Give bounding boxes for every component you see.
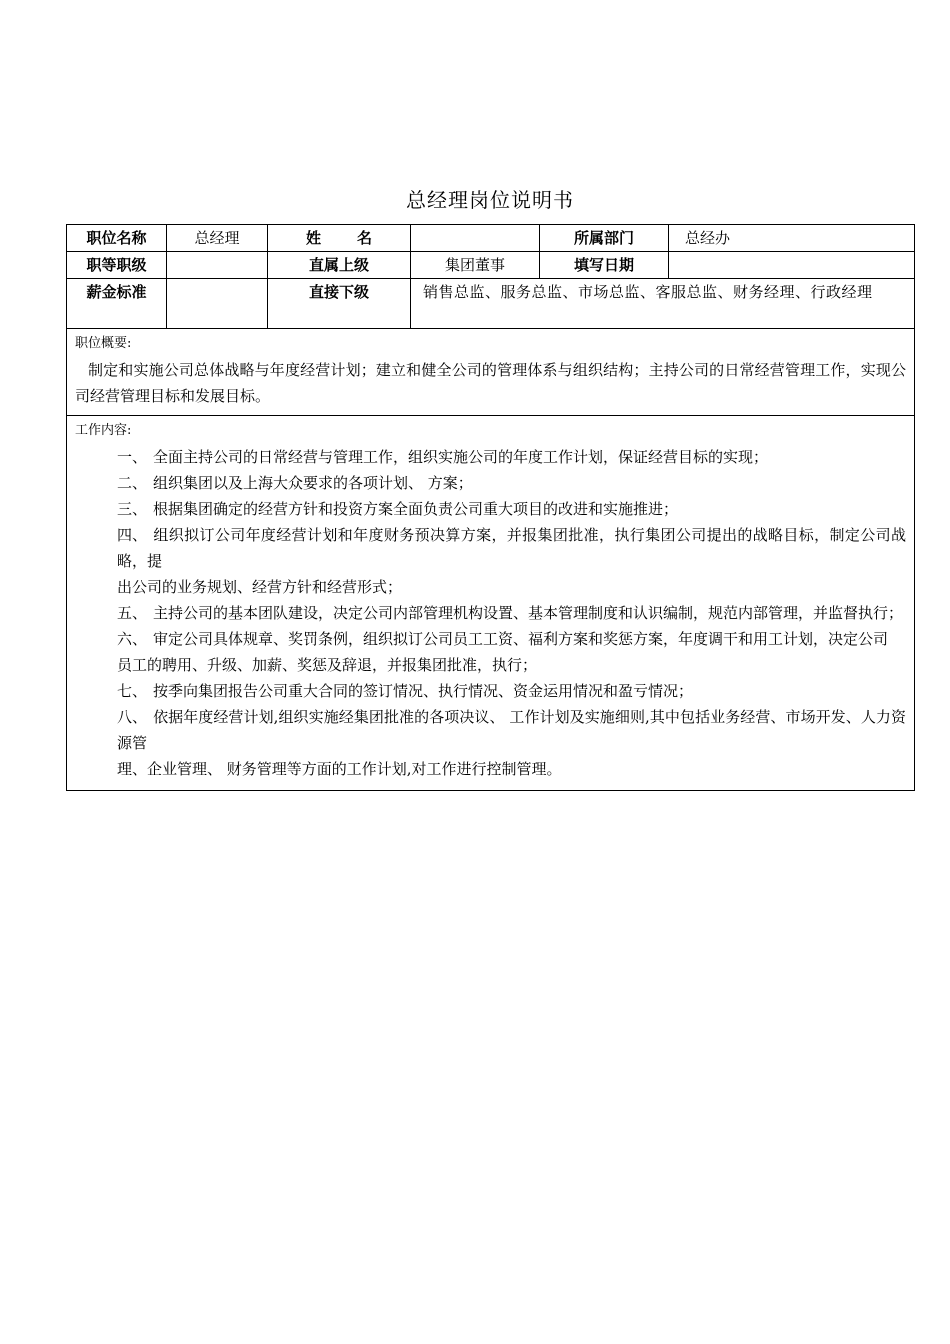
duty-number: 二、 xyxy=(117,474,148,492)
duty-text: 审定公司具体规章、奖罚条例，组织拟订公司员工工资、福利方案和奖惩方案，年度调干和用工计划，决定公司 xyxy=(153,630,889,648)
duty-number: 八、 xyxy=(117,708,148,726)
subordinates-label: 直接下级 xyxy=(268,279,411,329)
duty-text: 主持公司的基本团队建设，决定公司内部管理机构设置、基本管理制度和认识编制，规范内部管理，并监督执行； xyxy=(153,604,904,622)
duty-item xyxy=(75,678,906,704)
table-row xyxy=(67,252,915,279)
duty-text: 按季向集团报告公司重大合同的签订情况、执行情况、资金运用情况和盈亏情况； xyxy=(153,682,694,700)
duty-text: 全面主持公司的日常经营与管理工作，组织实施公司的年度工作计划，保证经营目标的实现； xyxy=(153,448,769,466)
duty-text: 组织拟订公司年度经营计划和年度财务预决算方案，并报集团批准，执行集团公司提出的战略目标，制定公司战略，提 xyxy=(117,526,906,570)
duty-number: 六、 xyxy=(117,630,148,648)
duty-text: 组织集团以及上海大众要求的各项计划、 方案； xyxy=(153,474,473,492)
department-value: 总经办 xyxy=(669,225,915,252)
department-label: 所属部门 xyxy=(540,225,669,252)
duty-item xyxy=(75,626,906,652)
name-label-part-a: 姓 xyxy=(305,229,321,247)
duty-number: 三、 xyxy=(117,500,148,518)
duty-item xyxy=(75,496,906,522)
duties-section xyxy=(67,416,915,791)
fill-date-value xyxy=(669,252,915,279)
name-label-part-b: 名 xyxy=(357,229,373,247)
name-label xyxy=(268,225,411,252)
duty-number: 七、 xyxy=(117,682,148,700)
duty-number: 五、 xyxy=(117,604,148,622)
salary-value xyxy=(167,279,268,329)
position-name-label: 职位名称 xyxy=(67,225,167,252)
duties-row xyxy=(67,416,915,791)
overview-heading: 职位概要: xyxy=(75,336,132,351)
overview-section xyxy=(67,329,915,416)
superior-label: 直属上级 xyxy=(268,252,411,279)
duty-number: 一、 xyxy=(117,448,148,466)
duty-item xyxy=(75,522,906,574)
duty-item xyxy=(75,704,906,756)
superior-value: 集团董事 xyxy=(411,252,540,279)
name-value xyxy=(411,225,540,252)
duty-continuation: 理、企业管理、 财务管理等方面的工作计划,对工作进行控制管理。 xyxy=(117,760,562,778)
duty-item xyxy=(75,444,906,470)
duty-continuation: 员工的聘用、升级、加薪、奖惩及辞退，并报集团批准，执行； xyxy=(117,656,538,674)
duty-item xyxy=(75,470,906,496)
table-row xyxy=(67,225,915,252)
subordinates-value: 销售总监、服务总监、市场总监、客服总监、财务经理、行政经理 xyxy=(411,279,915,329)
position-name-value: 总经理 xyxy=(167,225,268,252)
fill-date-label: 填写日期 xyxy=(540,252,669,279)
table-row xyxy=(67,279,915,329)
duty-list xyxy=(75,444,906,782)
duty-text: 根据集团确定的经营方针和投资方案全面负责公司重大项目的改进和实施推进； xyxy=(153,500,679,518)
grade-value xyxy=(167,252,268,279)
duty-number: 四、 xyxy=(117,526,148,544)
overview-row xyxy=(67,329,915,416)
overview-text: 制定和实施公司总体战略与年度经营计划；建立和健全公司的管理体系与组织结构；主持公司的日常经营管理工作，实现公司经营管理目标和发展目标。 xyxy=(75,361,906,405)
job-description-table xyxy=(66,224,915,791)
salary-label: 薪金标准 xyxy=(67,279,167,329)
grade-label: 职等职级 xyxy=(67,252,167,279)
page-title: 总经理岗位说明书 xyxy=(406,188,574,212)
duty-continuation: 出公司的业务规划、经营方针和经营形式； xyxy=(117,578,403,596)
duty-text: 依据年度经营计划,组织实施经集团批准的各项决议、 工作计划及实施细则,其中包括业务经营、市场开发、人力资源管 xyxy=(117,708,906,752)
duties-heading: 工作内容: xyxy=(75,423,132,438)
duty-item xyxy=(75,600,906,626)
